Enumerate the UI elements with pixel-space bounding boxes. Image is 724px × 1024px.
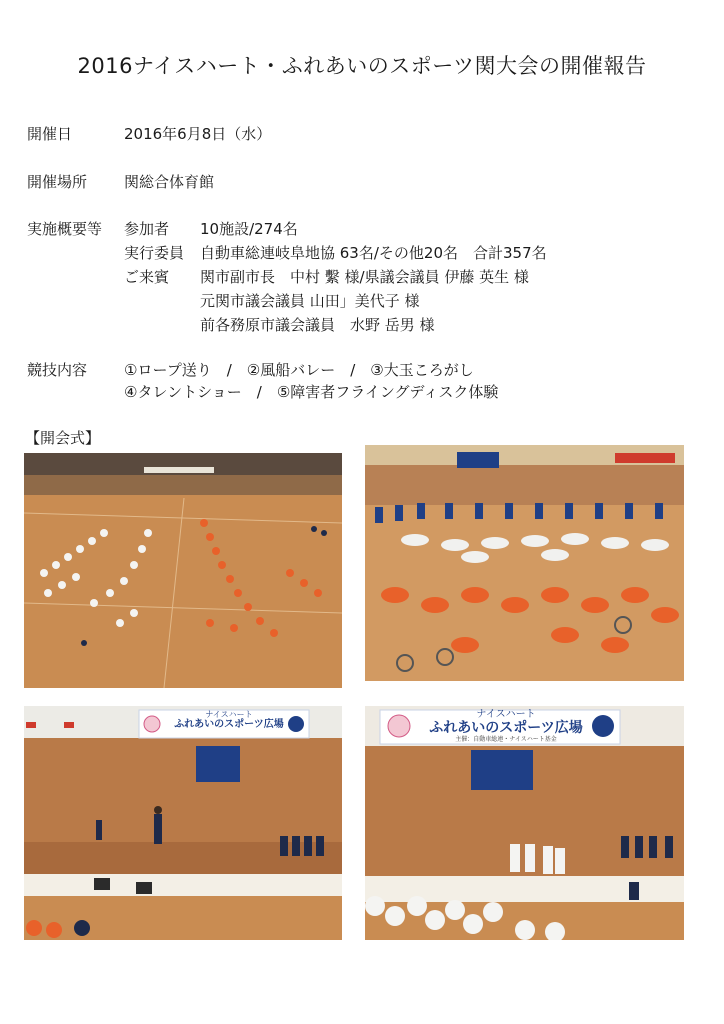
date-label: 開催日 bbox=[27, 125, 73, 143]
events-label: 競技内容 bbox=[27, 361, 88, 379]
photos-heading: 【開会式】 bbox=[25, 429, 101, 447]
overview-text: 前各務原市議会議員 水野 岳男 様 bbox=[200, 316, 435, 334]
banner-line-2: ふれあいのスポーツ広場 bbox=[429, 720, 583, 736]
overview-label: 実施概要等 bbox=[27, 220, 103, 238]
banner-line-2: ふれあいのスポーツ広場 bbox=[174, 719, 284, 730]
overview-line bbox=[124, 217, 298, 241]
banner-photo-4 bbox=[406, 709, 606, 743]
overview-text: 自動車総連岐阜地協 63名/その他20名 合計357名 bbox=[200, 244, 547, 262]
overview-key: ご来賓 bbox=[124, 268, 170, 286]
overview-line bbox=[124, 265, 529, 289]
venue-label: 開催場所 bbox=[27, 173, 88, 191]
photo-opening-gym-overview bbox=[24, 453, 342, 688]
overview-text: 10施設/274名 bbox=[200, 220, 298, 238]
overview-line bbox=[124, 313, 435, 337]
photo-opening-stage-speech bbox=[24, 706, 342, 940]
photo-opening-seated-participants bbox=[365, 445, 684, 681]
overview-line bbox=[124, 241, 547, 265]
overview-key: 参加者 bbox=[124, 220, 170, 238]
overview-text: 関市副市長 中村 繫 様/県議会議員 伊藤 英生 様 bbox=[200, 268, 529, 286]
banner-sub: 主催：自動車総連・ナイスハート基金 bbox=[455, 736, 557, 743]
banner-line-1: ナイスハート bbox=[205, 710, 253, 719]
banner-line-1: ナイスハート bbox=[476, 709, 536, 720]
page-title: 2016ナイスハート・ふれあいのスポーツ関大会の開催報告 bbox=[77, 54, 647, 78]
overview-line bbox=[124, 289, 420, 313]
banner-photo-3 bbox=[156, 710, 302, 731]
venue-value: 関総合体育館 bbox=[124, 173, 215, 191]
events-line-2: ④タレントショー / ⑤障害者フライングディスク体験 bbox=[124, 383, 499, 401]
events-line-1: ①ロープ送り / ②風船バレー / ③大玉ころがし bbox=[124, 361, 474, 379]
overview-key: 実行委員 bbox=[124, 244, 185, 262]
date-value: 2016年6月8日（水） bbox=[124, 125, 272, 143]
overview-text: 元関市議会議員 山田」美代子 様 bbox=[200, 292, 420, 310]
